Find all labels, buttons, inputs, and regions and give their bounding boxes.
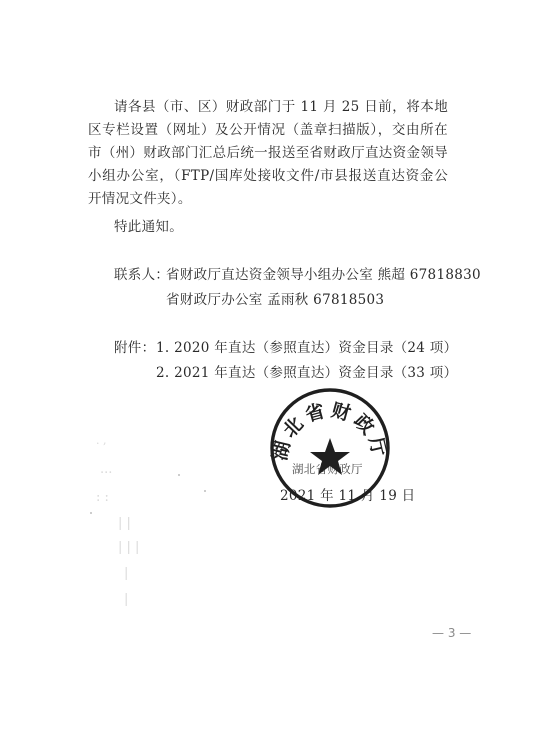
page-number: — 3 — — [432, 626, 472, 640]
seal-text: 湖北省财政厅 — [268, 399, 392, 463]
contact-label: 联系人： — [114, 267, 170, 283]
seal-star-icon — [310, 438, 350, 475]
bleed-through-mark: | — [124, 566, 129, 581]
bleed-through-dot — [178, 474, 180, 476]
official-seal-stamp — [268, 386, 392, 510]
contact-line-1: 省财政厅直达资金领导小组办公室 熊超 67818830 — [166, 267, 481, 283]
signature-date: 2021 年 11 月 19 日 — [280, 488, 416, 504]
bleed-through-dot — [204, 490, 206, 492]
notice-text: 特此通知。 — [114, 219, 183, 235]
bleed-through-mark: : : — [96, 490, 109, 505]
attachment-label: 附件： — [114, 340, 156, 356]
bleed-through-mark: . , — [96, 434, 107, 447]
bleed-through-mark: | | — [118, 516, 131, 531]
bleed-through-mark: | — [124, 592, 129, 607]
bleed-through-mark: ... — [100, 462, 113, 477]
bleed-through-dot — [90, 512, 92, 514]
attachment-item-2: 2. 2021 年直达（参照直达）资金目录（33 项） — [156, 365, 458, 381]
signature-org: 湖北省财政厅 — [292, 462, 363, 476]
bleed-through-mark: | | | — [118, 540, 140, 555]
contact-line-2: 省财政厅办公室 孟雨秋 67818503 — [166, 292, 385, 308]
attachment-item-1: 1. 2020 年直达（参照直达）资金目录（24 项） — [156, 340, 458, 356]
instruction-paragraph: 请各县（市、区）财政部门于 11 月 25 日前，将本地区专栏设置（网址）及公开情况（盖章扫描版），交由所在市（州）财政部门汇总后统一报送至省财政厅直达资金领导小组办公室，（FTP/国库处接收文件/市县报送直达资金公开情况文件夹）。 — [88, 99, 448, 207]
